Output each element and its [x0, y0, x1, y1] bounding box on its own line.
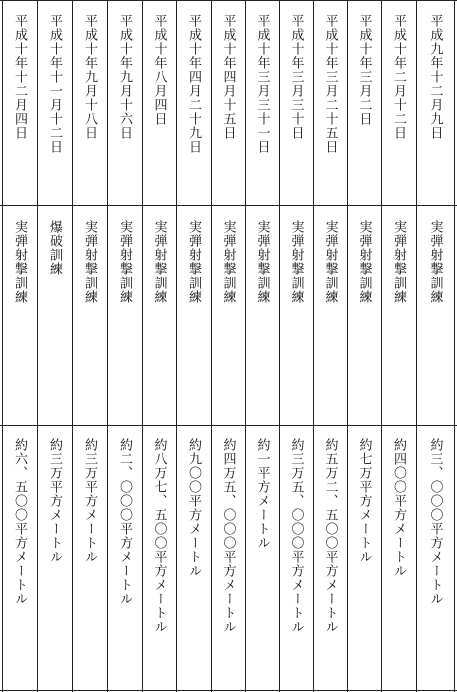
training-type-cell: 実弾射撃訓練 — [391, 220, 406, 304]
date-cell: 平成十年四月十五日 — [220, 14, 236, 140]
date-cell: 平成九年十二月九日 — [427, 14, 443, 140]
date-cell: 平成十年四月二十九日 — [186, 14, 201, 154]
table-row — [176, 0, 211, 692]
area-cell: 約四万五、〇〇〇平方メートル — [220, 438, 236, 634]
date-cell: 平成十年十一月十二日 — [47, 14, 62, 154]
date-cell: 平成十年三月二十五日 — [322, 14, 338, 154]
table-row — [416, 0, 454, 692]
table-row — [279, 0, 313, 692]
area-cell: 約七万平方メートル — [356, 438, 372, 564]
training-type-cell: 爆破訓練 — [47, 220, 62, 276]
area-cell: 約二、〇〇〇平方メートル — [117, 438, 132, 606]
training-type-cell: 実弾射撃訓練 — [12, 220, 27, 304]
table-row — [381, 0, 416, 692]
training-type-cell: 実弾射撃訓練 — [220, 220, 236, 304]
training-type-cell: 実弾射撃訓練 — [288, 220, 304, 304]
training-type-cell: 実弾射撃訓練 — [356, 220, 372, 304]
area-cell: 約三万平方メートル — [47, 438, 62, 564]
table-row — [313, 0, 347, 692]
table-row — [37, 0, 72, 692]
area-cell: 約三万五、〇〇〇平方メートル — [288, 438, 304, 634]
table-row — [211, 0, 245, 692]
area-cell: 約一平方メートル — [254, 438, 270, 550]
date-cell: 平成十年九月十八日 — [82, 14, 97, 140]
training-type-cell: 実弾射撃訓練 — [186, 220, 201, 304]
date-cell: 平成十年三月二日 — [356, 14, 372, 126]
table-row — [347, 0, 381, 692]
table-row — [142, 0, 176, 692]
area-cell: 約四〇〇平方メートル — [391, 438, 406, 578]
table-row — [2, 0, 37, 692]
date-cell: 平成十年三月三十日 — [288, 14, 304, 140]
training-type-cell: 実弾射撃訓練 — [82, 220, 97, 304]
table-row — [107, 0, 142, 692]
training-type-cell: 実弾射撃訓練 — [427, 220, 443, 304]
area-cell: 約三、〇〇〇平方メートル — [427, 438, 443, 606]
table-row — [72, 0, 107, 692]
table-row — [245, 0, 279, 692]
training-type-cell: 実弾射撃訓練 — [322, 220, 338, 304]
date-cell: 平成十年二月十二日 — [391, 14, 406, 140]
area-cell: 約八万七、五〇〇平方メートル — [151, 438, 167, 634]
date-cell: 平成十年十二月四日 — [12, 14, 27, 140]
training-type-cell: 実弾射撃訓練 — [151, 220, 167, 304]
date-cell: 平成十年三月三十一日 — [254, 14, 270, 154]
area-cell: 約五万二、五〇〇平方メートル — [322, 438, 338, 634]
training-type-cell: 実弾射撃訓練 — [117, 220, 132, 304]
area-cell: 約三万平方メートル — [82, 438, 97, 564]
area-cell: 約六、五〇〇平方メートル — [12, 438, 27, 606]
column-divider — [454, 0, 455, 692]
date-cell: 平成十年八月四日 — [151, 14, 167, 126]
date-cell: 平成十年九月十六日 — [117, 14, 132, 140]
training-type-cell: 実弾射撃訓練 — [254, 220, 270, 304]
area-cell: 約九〇〇平方メートル — [186, 438, 201, 578]
